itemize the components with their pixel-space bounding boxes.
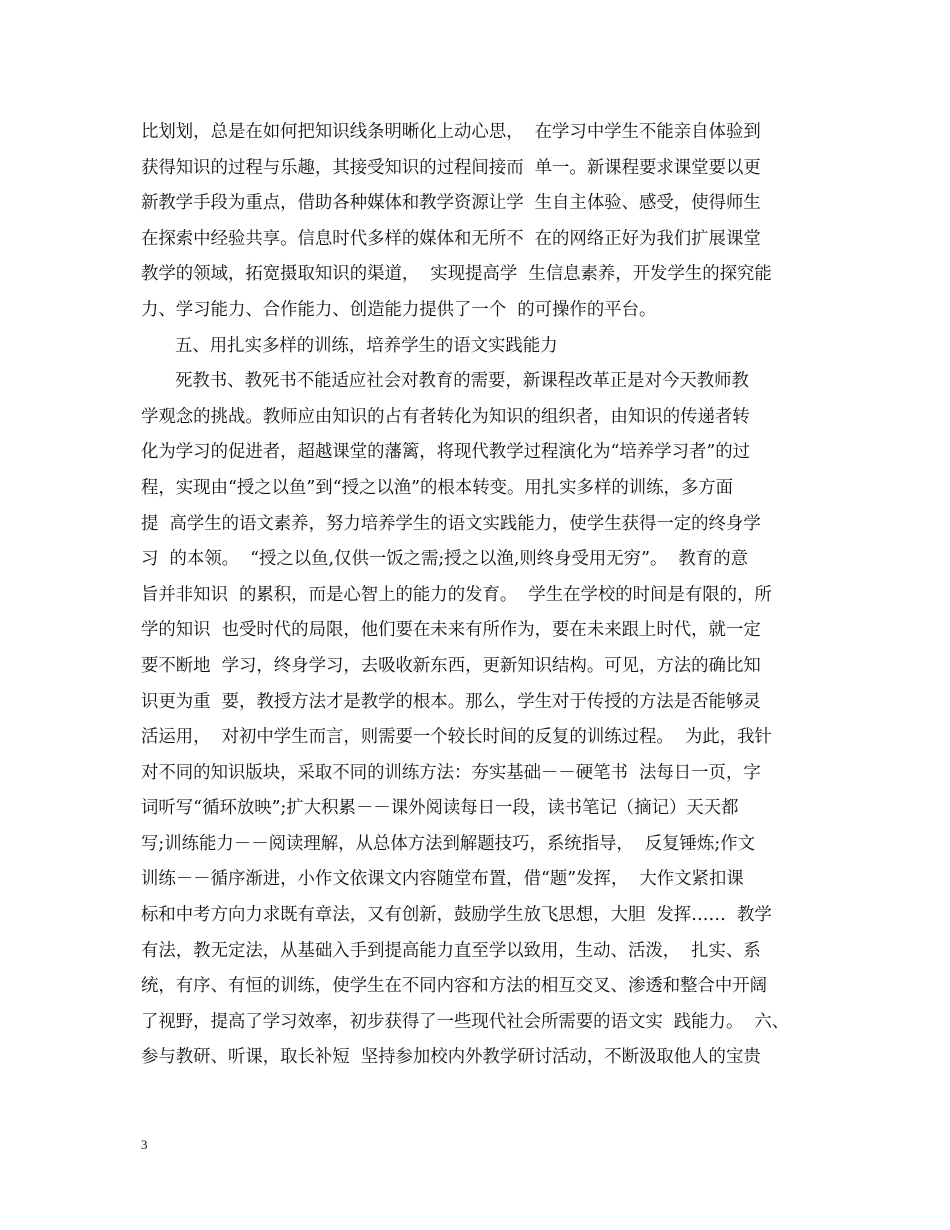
text-line-22: 训练－－循序渐进，小作文依课文内容随堂布置，借“题”发挥， 大作文紧扣课	[141, 869, 744, 890]
text-line-17: 识更为重 要，教授方法才是教学的根本。那么，学生对于传授的方法是否能够灵	[141, 691, 761, 712]
text-line-24: 有法，教无定法，从基础入手到提高能力直至学以致用，生动、活泼， 扎实、系	[141, 940, 761, 961]
text-line-9: 学观念的挑战。教师应由知识的占有者转化为知识的组织者，由知识的传递者转	[141, 406, 750, 427]
text-line-20: 词听写“循环放映”;扩大积累－－课外阅读每日一段，读书笔记（摘记）天天都	[141, 798, 739, 819]
text-line-15: 学的知识 也受时代的局限，他们要在未来有所作为，要在未来跟上时代，就一定	[141, 620, 761, 641]
text-line-5: 教学的领域，拓宽摄取知识的渠道， 实现提高学 生信息素养，开发学生的探究能	[141, 264, 772, 285]
text-line-8: 死教书、教死书不能适应社会对教育的需要，新课程改革正是对今天教师教	[175, 371, 749, 392]
text-line-12: 提 高学生的语文素养，努力培养学生的语文实践能力，使学生获得一定的终身学	[141, 513, 761, 534]
page-number: 3	[141, 1137, 148, 1152]
text-line-14: 旨并非知识 的累积，而是心智上的能力的发育。 学生在学校的时间是有限的，所	[141, 584, 772, 605]
text-line-4: 在探索中经验共享。信息时代多样的媒体和无所不 在的网络正好为我们扩展课堂	[141, 228, 761, 249]
section-heading: 五、用扎实多样的训练，培养学生的语文实践能力	[175, 335, 558, 356]
text-line-19: 对不同的知识版块，采取不同的训练方法：夯实基础－－硬笔书 法每日一页，字	[141, 762, 761, 783]
text-line-6: 力、学习能力、合作能力、创造能力提供了一个 的可操作的平台。	[141, 299, 657, 320]
text-line-26: 了视野，提高了学习效率，初步获得了一些现代社会所需要的语文实 践能力。 六、	[141, 1011, 790, 1032]
text-line-11: 程，实现由“授之以鱼”到“授之以渔”的根本转变。用扎实多样的训练，多方面	[141, 477, 734, 498]
text-line-27: 参与教研、听课，取长补短 坚持参加校内外教学研讨活动，不断汲取他人的宝贵	[141, 1047, 761, 1068]
text-line-1: 比划划，总是在如何把知识线条明晰化上动心思， 在学习中学生不能亲自体验到	[141, 122, 761, 142]
text-line-18: 活运用， 对初中学生而言，则需要一个较长时间的反复的训练过程。 为此，我针	[141, 727, 772, 748]
text-line-10: 化为学习的促进者，超越课堂的藩篱，将现代教学过程演化为“培养学习者”的过	[141, 442, 751, 463]
text-line-3: 新教学手段为重点，借助各种媒体和教学资源让学 生自主体验、感受，使得师生	[141, 193, 761, 214]
text-line-25: 统，有序、有恒的训练，使学生在不同内容和方法的相互交叉、渗透和整合中开阔	[141, 976, 768, 997]
text-line-16: 要不断地 学习，终身学习，去吸收新东西，更新知识结构。可见，方法的确比知	[141, 655, 761, 676]
text-line-2: 获得知识的过程与乐趣，其接受知识的过程间接而 单一。新课程要求课堂要以更	[141, 157, 761, 178]
text-line-23: 标和中考方向力求既有章法，又有创新，鼓励学生放飞思想，大胆 发挥…… 教学	[141, 905, 772, 926]
text-line-13: 习 的本领。 “授之以鱼,仅供一饭之需;授之以渔,则终身受用无穷”。 教育的意	[141, 549, 748, 570]
body-text	[141, 115, 821, 1076]
text-line-21: 写;训练能力－－阅读理解，从总体方法到解题技巧，系统指导， 反复锤炼;作文	[141, 833, 756, 854]
